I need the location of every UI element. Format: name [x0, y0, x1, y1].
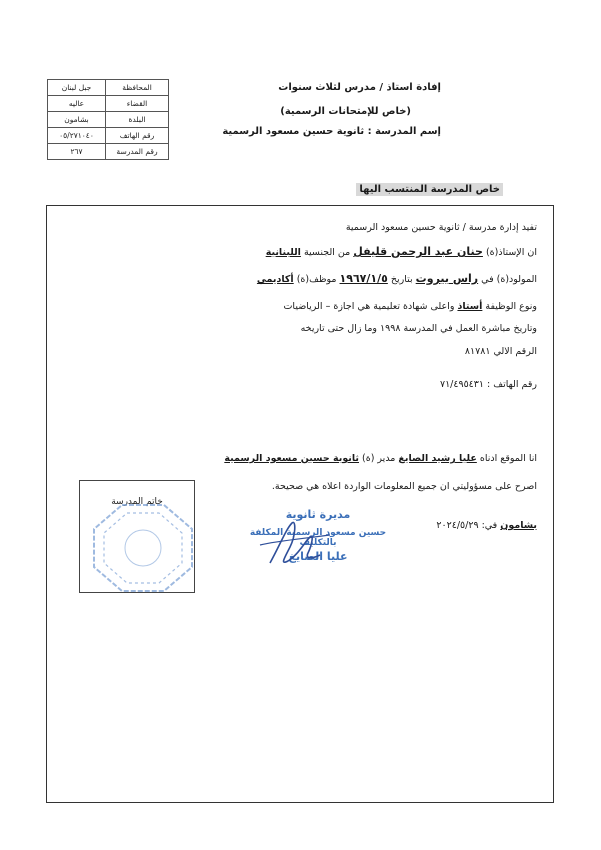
employee-status: أكاديمي: [256, 274, 294, 285]
school-seal-label: خاتم المدرسة: [111, 497, 163, 507]
info-value: ٢٦٧: [48, 144, 106, 160]
info-row: [48, 112, 169, 128]
text: رقم الهاتف : ٧١/٤٩٥٤٣١: [439, 379, 537, 390]
info-label: القضاء: [106, 96, 169, 112]
body-line-2: [266, 245, 537, 258]
text: واعلى شهادة تعليمية هي اجازة – الرياضيات: [283, 301, 458, 312]
body-line-7: [440, 379, 537, 390]
body-line-3: [257, 272, 537, 285]
director-school: ثانوية حسين مسعود الرسمية: [224, 453, 359, 464]
info-label: رقم المدرسة: [106, 144, 169, 160]
info-label: رقم الهاتف: [106, 128, 169, 144]
text: مدير (ة): [359, 453, 399, 464]
info-label: المحافظة: [106, 80, 169, 96]
section-title: خاص المدرسة المنتسب اليها: [356, 183, 503, 196]
text: الرقم الالي ٨١٧٨١: [464, 346, 537, 357]
body-line-6: [465, 346, 537, 357]
text: وتاريخ مباشرة العمل في المدرسة ١٩٩٨ وما زال حتى تاريخه: [300, 323, 537, 334]
body-line-10: [436, 520, 537, 531]
text: المولود(ة) في: [478, 274, 537, 285]
body-line-4: [283, 301, 537, 312]
info-value: جبل لبنان: [48, 80, 106, 96]
text: ونوع الوظيفة: [482, 301, 537, 312]
text: اصرح على مسؤوليتي ان جميع المعلومات الواردة اعلاه هي صحيحة.: [271, 481, 537, 492]
info-row: [48, 144, 169, 160]
birth-date: ١٩٦٧/١/٥: [339, 272, 388, 285]
stamp-line-2: حسين مسعود الرسمية المكلفة بالتكليف: [249, 528, 387, 548]
info-row: [48, 80, 169, 96]
text: ان الإستاذ(ة): [482, 247, 537, 258]
sign-place: بشامون: [500, 520, 537, 531]
info-value: ٠٥/٢٧١٠٤٠: [48, 128, 106, 144]
nationality: اللبنانية: [265, 247, 301, 258]
body-line-1: [346, 222, 537, 233]
text: في:: [478, 520, 501, 531]
teacher-name: حنان عبد الرحمن قليفل: [353, 245, 483, 258]
job-type: أستاذ: [457, 301, 483, 312]
body-line-5: [301, 323, 537, 334]
stamp-line-3: عليا الصايغ: [288, 550, 348, 563]
info-label: البلدة: [106, 112, 169, 128]
info-value: بشامون: [48, 112, 106, 128]
info-value: عاليه: [48, 96, 106, 112]
text: بتاريخ: [387, 274, 416, 285]
text: تفيد إدارة مدرسة / ثانوية حسين مسعود الرسمية: [345, 222, 537, 233]
text: موظف(ة): [293, 274, 340, 285]
text: انا الموقع ادناه: [476, 453, 537, 464]
info-row: [48, 128, 169, 144]
birth-place: راس بيروت: [415, 272, 479, 285]
school-info-table: [47, 79, 169, 160]
body-line-8: [224, 453, 537, 464]
stamp-line-1: مديرة ثانوية: [285, 508, 351, 521]
school-stamp-icon: [92, 503, 194, 593]
document-title: إفادة استاذ / مدرس لثلاث سنوات: [278, 82, 441, 93]
director-name: عليا رشيد الصايغ: [398, 453, 477, 464]
signature-icon: [250, 515, 340, 575]
text: من الجنسية: [300, 247, 354, 258]
info-row: [48, 96, 169, 112]
school-name-line: إسم المدرسة : ثانوية حسين مسعود الرسمية: [222, 126, 441, 137]
document-subtitle: (خاص للإمتحانات الرسمية): [280, 106, 411, 117]
sign-date: ٢٠٢٤/٥/٢٩: [436, 520, 479, 531]
body-line-9: [272, 481, 537, 492]
